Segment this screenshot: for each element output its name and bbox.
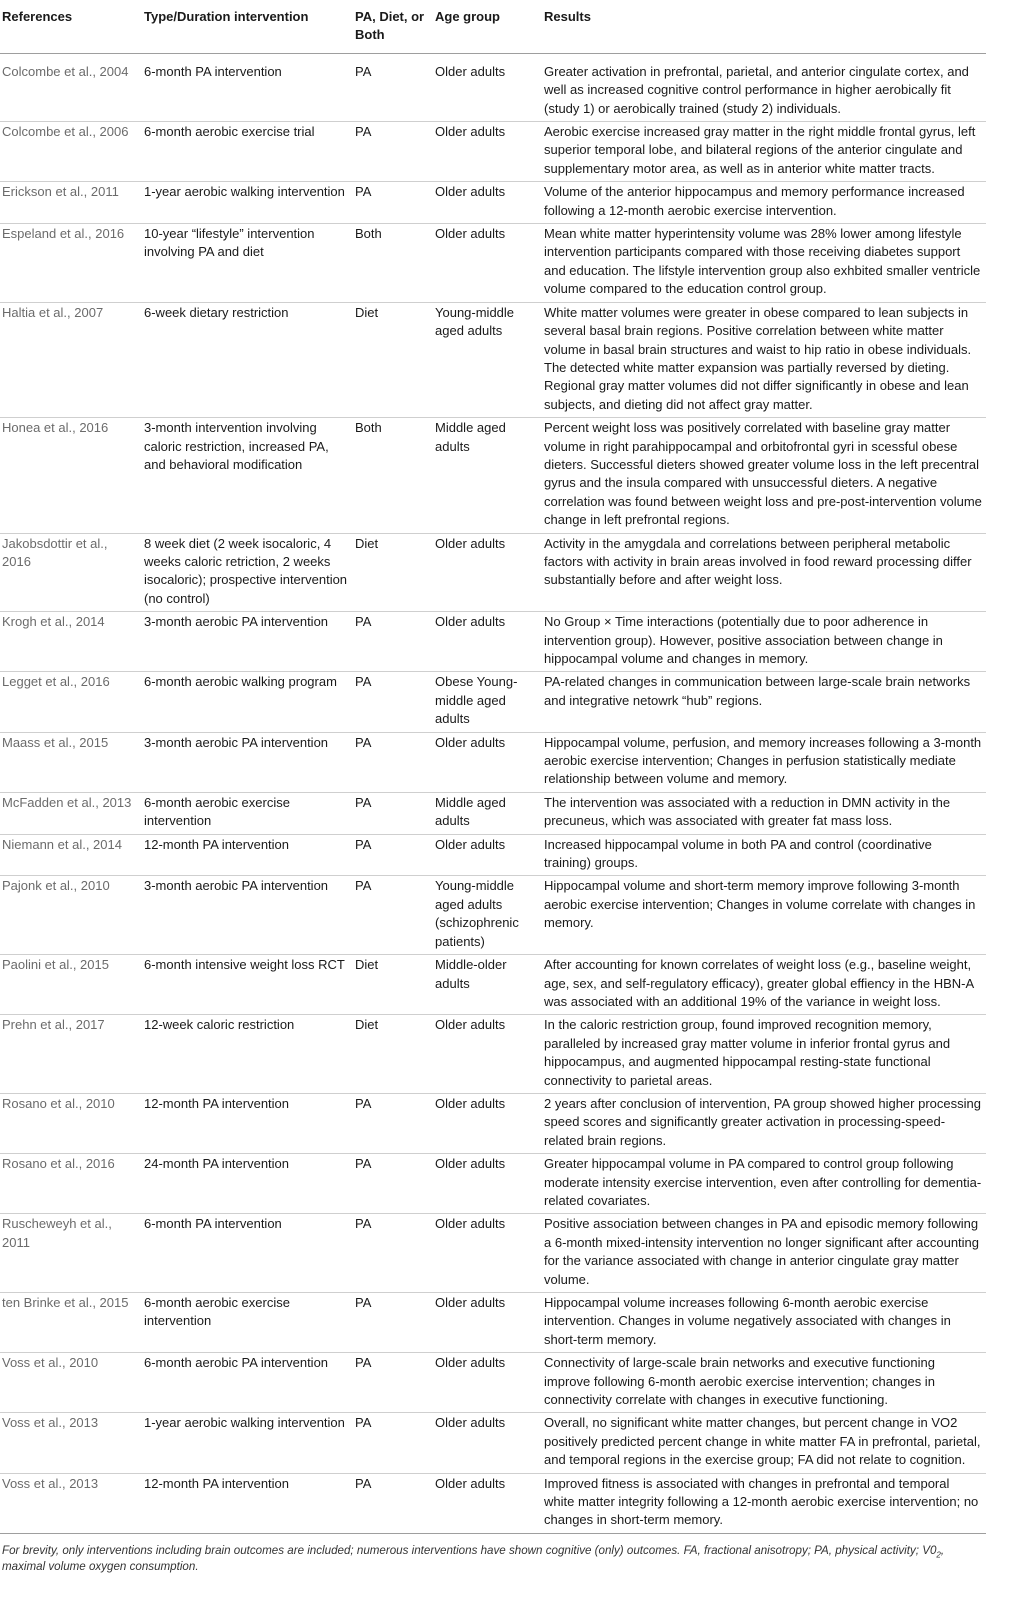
- cell-age-group: Middle-older adults: [435, 955, 544, 1015]
- table-row: [0, 1353, 986, 1413]
- cell-results: Volume of the anterior hippocampus and memory performance increased following a 12-month aerobic exercise intervention.: [544, 182, 986, 224]
- cell-results: After accounting for known correlates of weight loss (e.g., baseline weight, age, sex, and self-regulatory efficacy), greater global effiency in the HBN-A was associated with an additional 19% of the variance in weight loss.: [544, 955, 986, 1015]
- footnote-text: For brevity, only interventions including brain outcomes are included; numerous interventions have shown cognitive (only) outcomes. FA, fractional anisotropy; PA, physical activity; V0: [2, 1543, 937, 1557]
- cell-intervention-type: 12-month PA intervention: [144, 1473, 355, 1533]
- cell-reference: Honea et al., 2016: [0, 418, 144, 533]
- cell-results: Connectivity of large-scale brain networks and executive functioning improve following 6-month aerobic exercise intervention; changes in connectivity correlate with changes in executive functioning.: [544, 1353, 986, 1413]
- table-footnote: [0, 1534, 984, 1575]
- table-row: [0, 1473, 986, 1533]
- cell-intervention-type: 6-month aerobic exercise intervention: [144, 792, 355, 834]
- cell-age-group: Older adults: [435, 53, 544, 121]
- cell-intervention-type: 10-year “lifestyle” intervention involving PA and diet: [144, 224, 355, 303]
- cell-reference: Erickson et al., 2011: [0, 182, 144, 224]
- cell-reference: Espeland et al., 2016: [0, 224, 144, 303]
- cell-age-group: Older adults: [435, 1413, 544, 1473]
- cell-category: PA: [355, 612, 435, 672]
- cell-reference: ten Brinke et al., 2015: [0, 1293, 144, 1353]
- header-pa-diet-both: PA, Diet, or Both: [355, 0, 435, 53]
- cell-reference: Ruscheweyh et al., 2011: [0, 1214, 144, 1293]
- cell-reference: Prehn et al., 2017: [0, 1015, 144, 1094]
- cell-results: Mean white matter hyperintensity volume was 28% lower among lifestyle intervention participants compared with those receiving diabetes support and education. The lifstyle intervention group also exhbited smaller ventricle volume compared to the education control group.: [544, 224, 986, 303]
- cell-category: PA: [355, 792, 435, 834]
- cell-intervention-type: 3-month intervention involving caloric restriction, increased PA, and behavioral modification: [144, 418, 355, 533]
- cell-category: PA: [355, 876, 435, 955]
- cell-results: Greater hippocampal volume in PA compared to control group following moderate intensity exercise intervention, even after controlling for dementia-related covariates.: [544, 1154, 986, 1214]
- table-row: [0, 612, 986, 672]
- cell-age-group: Older adults: [435, 1154, 544, 1214]
- cell-intervention-type: 1-year aerobic walking intervention: [144, 1413, 355, 1473]
- cell-intervention-type: 6-month PA intervention: [144, 53, 355, 121]
- cell-reference: Voss et al., 2010: [0, 1353, 144, 1413]
- cell-reference: McFadden et al., 2013: [0, 792, 144, 834]
- cell-results: Hippocampal volume, perfusion, and memory increases following a 3-month aerobic exercise intervention; Changes in perfusion statistically mediate relationship between volume and memory.: [544, 732, 986, 792]
- cell-category: Both: [355, 418, 435, 533]
- table-row: [0, 672, 986, 732]
- cell-age-group: Obese Young-middle aged adults: [435, 672, 544, 732]
- table-row: [0, 732, 986, 792]
- cell-age-group: Older adults: [435, 732, 544, 792]
- cell-age-group: Older adults: [435, 122, 544, 182]
- cell-intervention-type: 6-month aerobic walking program: [144, 672, 355, 732]
- header-results: Results: [544, 0, 986, 53]
- table-row: [0, 418, 986, 533]
- cell-intervention-type: 6-month aerobic exercise intervention: [144, 1293, 355, 1353]
- cell-category: PA: [355, 1473, 435, 1533]
- cell-results: Improved fitness is associated with changes in prefrontal and temporal white matter integrity following a 12-month aerobic exercise intervention; no changes in short-term memory.: [544, 1473, 986, 1533]
- cell-reference: Voss et al., 2013: [0, 1473, 144, 1533]
- cell-age-group: Older adults: [435, 224, 544, 303]
- cell-reference: Voss et al., 2013: [0, 1413, 144, 1473]
- cell-reference: Niemann et al., 2014: [0, 834, 144, 876]
- cell-results: Hippocampal volume and short-term memory improve following 3-month aerobic exercise intervention; Changes in volume correlate with changes in memory.: [544, 876, 986, 955]
- cell-category: Diet: [355, 533, 435, 612]
- cell-category: PA: [355, 182, 435, 224]
- cell-category: PA: [355, 53, 435, 121]
- cell-reference: Rosano et al., 2010: [0, 1093, 144, 1153]
- cell-age-group: Older adults: [435, 182, 544, 224]
- cell-age-group: Young-middle aged adults (schizophrenic patients): [435, 876, 544, 955]
- table-row: [0, 1015, 986, 1094]
- table-row: [0, 182, 986, 224]
- table-row: [0, 1093, 986, 1153]
- cell-age-group: Older adults: [435, 1293, 544, 1353]
- cell-category: PA: [355, 122, 435, 182]
- header-age-group: Age group: [435, 0, 544, 53]
- cell-reference: Pajonk et al., 2010: [0, 876, 144, 955]
- table-header: [0, 0, 986, 53]
- cell-intervention-type: 12-month PA intervention: [144, 834, 355, 876]
- cell-age-group: Older adults: [435, 533, 544, 612]
- cell-age-group: Older adults: [435, 1015, 544, 1094]
- cell-intervention-type: 12-week caloric restriction: [144, 1015, 355, 1094]
- table-row: [0, 224, 986, 303]
- table-body: [0, 53, 986, 1533]
- cell-intervention-type: 1-year aerobic walking intervention: [144, 182, 355, 224]
- cell-age-group: Older adults: [435, 1473, 544, 1533]
- cell-results: In the caloric restriction group, found improved recognition memory, paralleled by increased gray matter volume in inferior frontal gyrus and hippocampus, and augmented hippocampal resting-state functional connectivity to parietal areas.: [544, 1015, 986, 1094]
- cell-age-group: Older adults: [435, 1214, 544, 1293]
- cell-results: Increased hippocampal volume in both PA and control (coordinative training) groups.: [544, 834, 986, 876]
- cell-reference: Jakobsdottir et al., 2016: [0, 533, 144, 612]
- cell-category: PA: [355, 1093, 435, 1153]
- cell-results: 2 years after conclusion of intervention, PA group showed higher processing speed scores and significantly greater activation in processing-speed-related brain regions.: [544, 1093, 986, 1153]
- table-row: [0, 533, 986, 612]
- cell-results: No Group × Time interactions (potentially due to poor adherence in intervention group). However, positive association between change in hippocampal volume and changes in memory.: [544, 612, 986, 672]
- cell-results: Greater activation in prefrontal, parietal, and anterior cingulate cortex, and well as increased cognitive control performance in higher aerobically fit (study 1) or aerobically trained (study 2) individuals.: [544, 53, 986, 121]
- table-row: [0, 1413, 986, 1473]
- table-row: [0, 834, 986, 876]
- cell-category: PA: [355, 1214, 435, 1293]
- cell-intervention-type: 8 week diet (2 week isocaloric, 4 weeks caloric retriction, 2 weeks isocaloric); prospective intervention (no control): [144, 533, 355, 612]
- cell-category: Diet: [355, 1015, 435, 1094]
- cell-category: PA: [355, 672, 435, 732]
- cell-category: PA: [355, 834, 435, 876]
- table-row: [0, 122, 986, 182]
- cell-results: Aerobic exercise increased gray matter in the right middle frontal gyrus, left superior temporal lobe, and bilateral regions of the anterior cingulate and supplementary motor area, as well as in anterior white matter tracts.: [544, 122, 986, 182]
- cell-age-group: Older adults: [435, 1353, 544, 1413]
- cell-reference: Paolini et al., 2015: [0, 955, 144, 1015]
- table-row: [0, 955, 986, 1015]
- table-row: [0, 876, 986, 955]
- cell-age-group: Middle aged adults: [435, 792, 544, 834]
- table-row: [0, 53, 986, 121]
- cell-results: The intervention was associated with a reduction in DMN activity in the precuneus, which was associated with greater fat mass loss.: [544, 792, 986, 834]
- cell-results: Hippocampal volume increases following 6-month aerobic exercise intervention. Changes in volume negatively associated with changes in short-term memory.: [544, 1293, 986, 1353]
- cell-reference: Colcombe et al., 2004: [0, 53, 144, 121]
- cell-intervention-type: 12-month PA intervention: [144, 1093, 355, 1153]
- cell-reference: Colcombe et al., 2006: [0, 122, 144, 182]
- header-type-duration: Type/Duration intervention: [144, 0, 355, 53]
- cell-intervention-type: 3-month aerobic PA intervention: [144, 612, 355, 672]
- footnote-subscript: 2: [936, 1550, 941, 1560]
- cell-results: Overall, no significant white matter changes, but percent change in VO2 positively predicted percent change in white matter FA in prefrontal, parietal, and temporal regions in the exercise group; FA did not relate to cognition.: [544, 1413, 986, 1473]
- cell-age-group: Older adults: [435, 834, 544, 876]
- cell-category: PA: [355, 1293, 435, 1353]
- cell-category: Diet: [355, 955, 435, 1015]
- cell-category: PA: [355, 732, 435, 792]
- cell-intervention-type: 6-month aerobic exercise trial: [144, 122, 355, 182]
- cell-age-group: Older adults: [435, 1093, 544, 1153]
- cell-intervention-type: 3-month aerobic PA intervention: [144, 732, 355, 792]
- cell-reference: Haltia et al., 2007: [0, 302, 144, 417]
- table-row: [0, 792, 986, 834]
- cell-age-group: Middle aged adults: [435, 418, 544, 533]
- cell-reference: Maass et al., 2015: [0, 732, 144, 792]
- cell-intervention-type: 24-month PA intervention: [144, 1154, 355, 1214]
- header-references: References: [0, 0, 144, 53]
- cell-category: Both: [355, 224, 435, 303]
- cell-category: Diet: [355, 302, 435, 417]
- cell-age-group: Young-middle aged adults: [435, 302, 544, 417]
- cell-intervention-type: 6-month aerobic PA intervention: [144, 1353, 355, 1413]
- cell-results: White matter volumes were greater in obese compared to lean subjects in several basal brain regions. Positive correlation between white matter volume in basal brain structures and waist to hip ratio in obese individuals. The detected white matter expansion was partially reversed by dieting. Regional gray matter volumes did not differ significantly in obese and lean subjects, and dieting did not affect gray matter.: [544, 302, 986, 417]
- cell-intervention-type: 3-month aerobic PA intervention: [144, 876, 355, 955]
- footnote-tail: , maximal volume oxygen consumption.: [2, 1543, 945, 1573]
- table-row: [0, 1293, 986, 1353]
- table-row: [0, 1154, 986, 1214]
- table-row: [0, 1214, 986, 1293]
- cell-age-group: Older adults: [435, 612, 544, 672]
- table-row: [0, 302, 986, 417]
- cell-reference: Krogh et al., 2014: [0, 612, 144, 672]
- cell-reference: Legget et al., 2016: [0, 672, 144, 732]
- cell-reference: Rosano et al., 2016: [0, 1154, 144, 1214]
- cell-results: Positive association between changes in PA and episodic memory following a 6-month mixed-intensity intervention no longer significant after accounting for the variance associated with change in anterior cingulate gray matter volume.: [544, 1214, 986, 1293]
- cell-results: Activity in the amygdala and correlations between peripheral metabolic factors with activity in brain areas involved in food reward processing differ substantially before and after weight loss.: [544, 533, 986, 612]
- cell-intervention-type: 6-month PA intervention: [144, 1214, 355, 1293]
- cell-results: PA-related changes in communication between large-scale brain networks and integrative netowrk “hub” regions.: [544, 672, 986, 732]
- cell-category: PA: [355, 1353, 435, 1413]
- cell-results: Percent weight loss was positively correlated with baseline gray matter volume in right parahippocampal and orbitofrontal gyri in scessful obese dieters. Successful dieters showed greater volume loss in the left precentral gyrus and the insula compared with unsuccessful dieters. A negative correlation was found between weight loss and pre-post-intervention volume change in left prefrontal regions.: [544, 418, 986, 533]
- header-row: [0, 0, 986, 53]
- cell-intervention-type: 6-week dietary restriction: [144, 302, 355, 417]
- cell-category: PA: [355, 1413, 435, 1473]
- cell-category: PA: [355, 1154, 435, 1214]
- cell-intervention-type: 6-month intensive weight loss RCT: [144, 955, 355, 1015]
